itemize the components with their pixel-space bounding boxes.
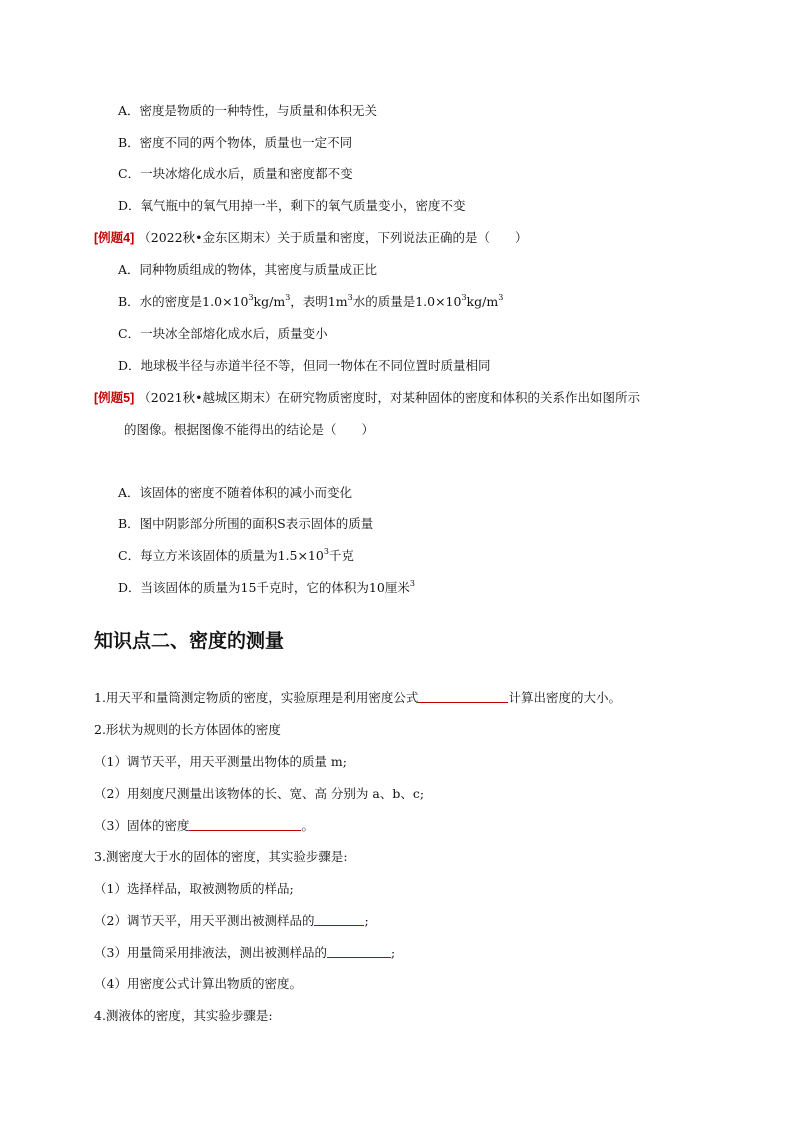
example-4-question: 关于质量和密度，下列说法正确的是（ ） — [277, 230, 528, 245]
example-5-option-d: D．当该固体的质量为15千克时，它的体积为10厘米$^3$ — [118, 579, 415, 595]
item-2-step-3: （3）固体的密度 。 — [94, 818, 314, 833]
item-2-step-1: （1）调节天平，用天平测量出物体的质量 m; — [94, 754, 347, 769]
example-5-question-cont: 的图像。根据图像不能得出的结论是（ ） — [124, 422, 375, 437]
example-4-label: [例题4] — [94, 231, 135, 245]
item-4: 4.测液体的密度，其实验步骤是: — [94, 1008, 273, 1023]
answer-blank[interactable] — [314, 913, 364, 926]
option-b: B．密度不同的两个物体，质量也一定不同 — [118, 135, 353, 150]
section-title: 知识点二、密度的测量 — [94, 630, 285, 652]
answer-blank[interactable] — [418, 690, 508, 703]
example-4-source: （2022秋•金东区期末） — [138, 230, 278, 245]
item-1: 1.用天平和量筒测定物质的密度，实验原理是利用密度公式 计算出密度的大小。 — [94, 690, 621, 705]
example-5-option-a: A．该固体的密度不随着体积的减小而变化 — [118, 485, 353, 500]
example-4-option-c: C．一块冰全部熔化成水后，质量变小 — [118, 326, 328, 341]
option-a: A．密度是物质的一种特性，与质量和体积无关 — [118, 103, 378, 118]
example-5-stem — [94, 390, 640, 406]
item-3-step-2: （2）调节天平，用天平测出被测样品的 ; — [94, 913, 369, 928]
example-5-option-b: B．图中阴影部分所围的面积S表示固体的质量 — [118, 516, 374, 531]
example-4-option-a: A．同种物质组成的物体，其密度与质量成正比 — [118, 262, 378, 277]
option-c: C．一块冰熔化成水后，质量和密度都不变 — [118, 166, 353, 181]
example-5-label: [例题5] — [94, 391, 135, 405]
item-3-step-1: （1）选择样品，取被测物质的样品; — [94, 881, 294, 896]
option-d: D．氧气瓶中的氧气用掉一半，剩下的氧气质量变小，密度不变 — [118, 198, 466, 213]
item-3: 3.测密度大于水的固体的密度，其实验步骤是: — [94, 849, 348, 864]
example-5-option-c: C．每立方米该固体的质量为$1.5\times 10^3$千克 — [118, 547, 354, 563]
example-4-option-d: D．地球极半径与赤道半径不等，但同一物体在不同位置时质量相同 — [118, 358, 491, 373]
example-5-question: 在研究物质密度时，对某种固体的密度和体积的关系作出如图所示 — [277, 390, 640, 405]
example-4-stem — [94, 230, 527, 246]
answer-blank[interactable] — [327, 945, 391, 958]
example-5-source: （2021秋•越城区期末） — [138, 390, 278, 405]
example-4-option-b: B．水的密度是$1.0\times 10^3kg/m^3$，表明$1m^3$水的质量是$1.0\times 10^3kg/m^3$ — [118, 293, 504, 309]
item-2-step-2: （2）用刻度尺测量出该物体的长、宽、高 分别为 a、b、c; — [94, 786, 425, 801]
item-3-step-3: （3）用量筒采用排液法，测出被测样品的 ; — [94, 945, 396, 960]
item-3-step-4: （4）用密度公式计算出物质的密度。 — [94, 976, 302, 991]
answer-blank[interactable] — [189, 818, 301, 831]
item-2: 2.形状为规则的长方体固体的密度 — [94, 722, 281, 737]
